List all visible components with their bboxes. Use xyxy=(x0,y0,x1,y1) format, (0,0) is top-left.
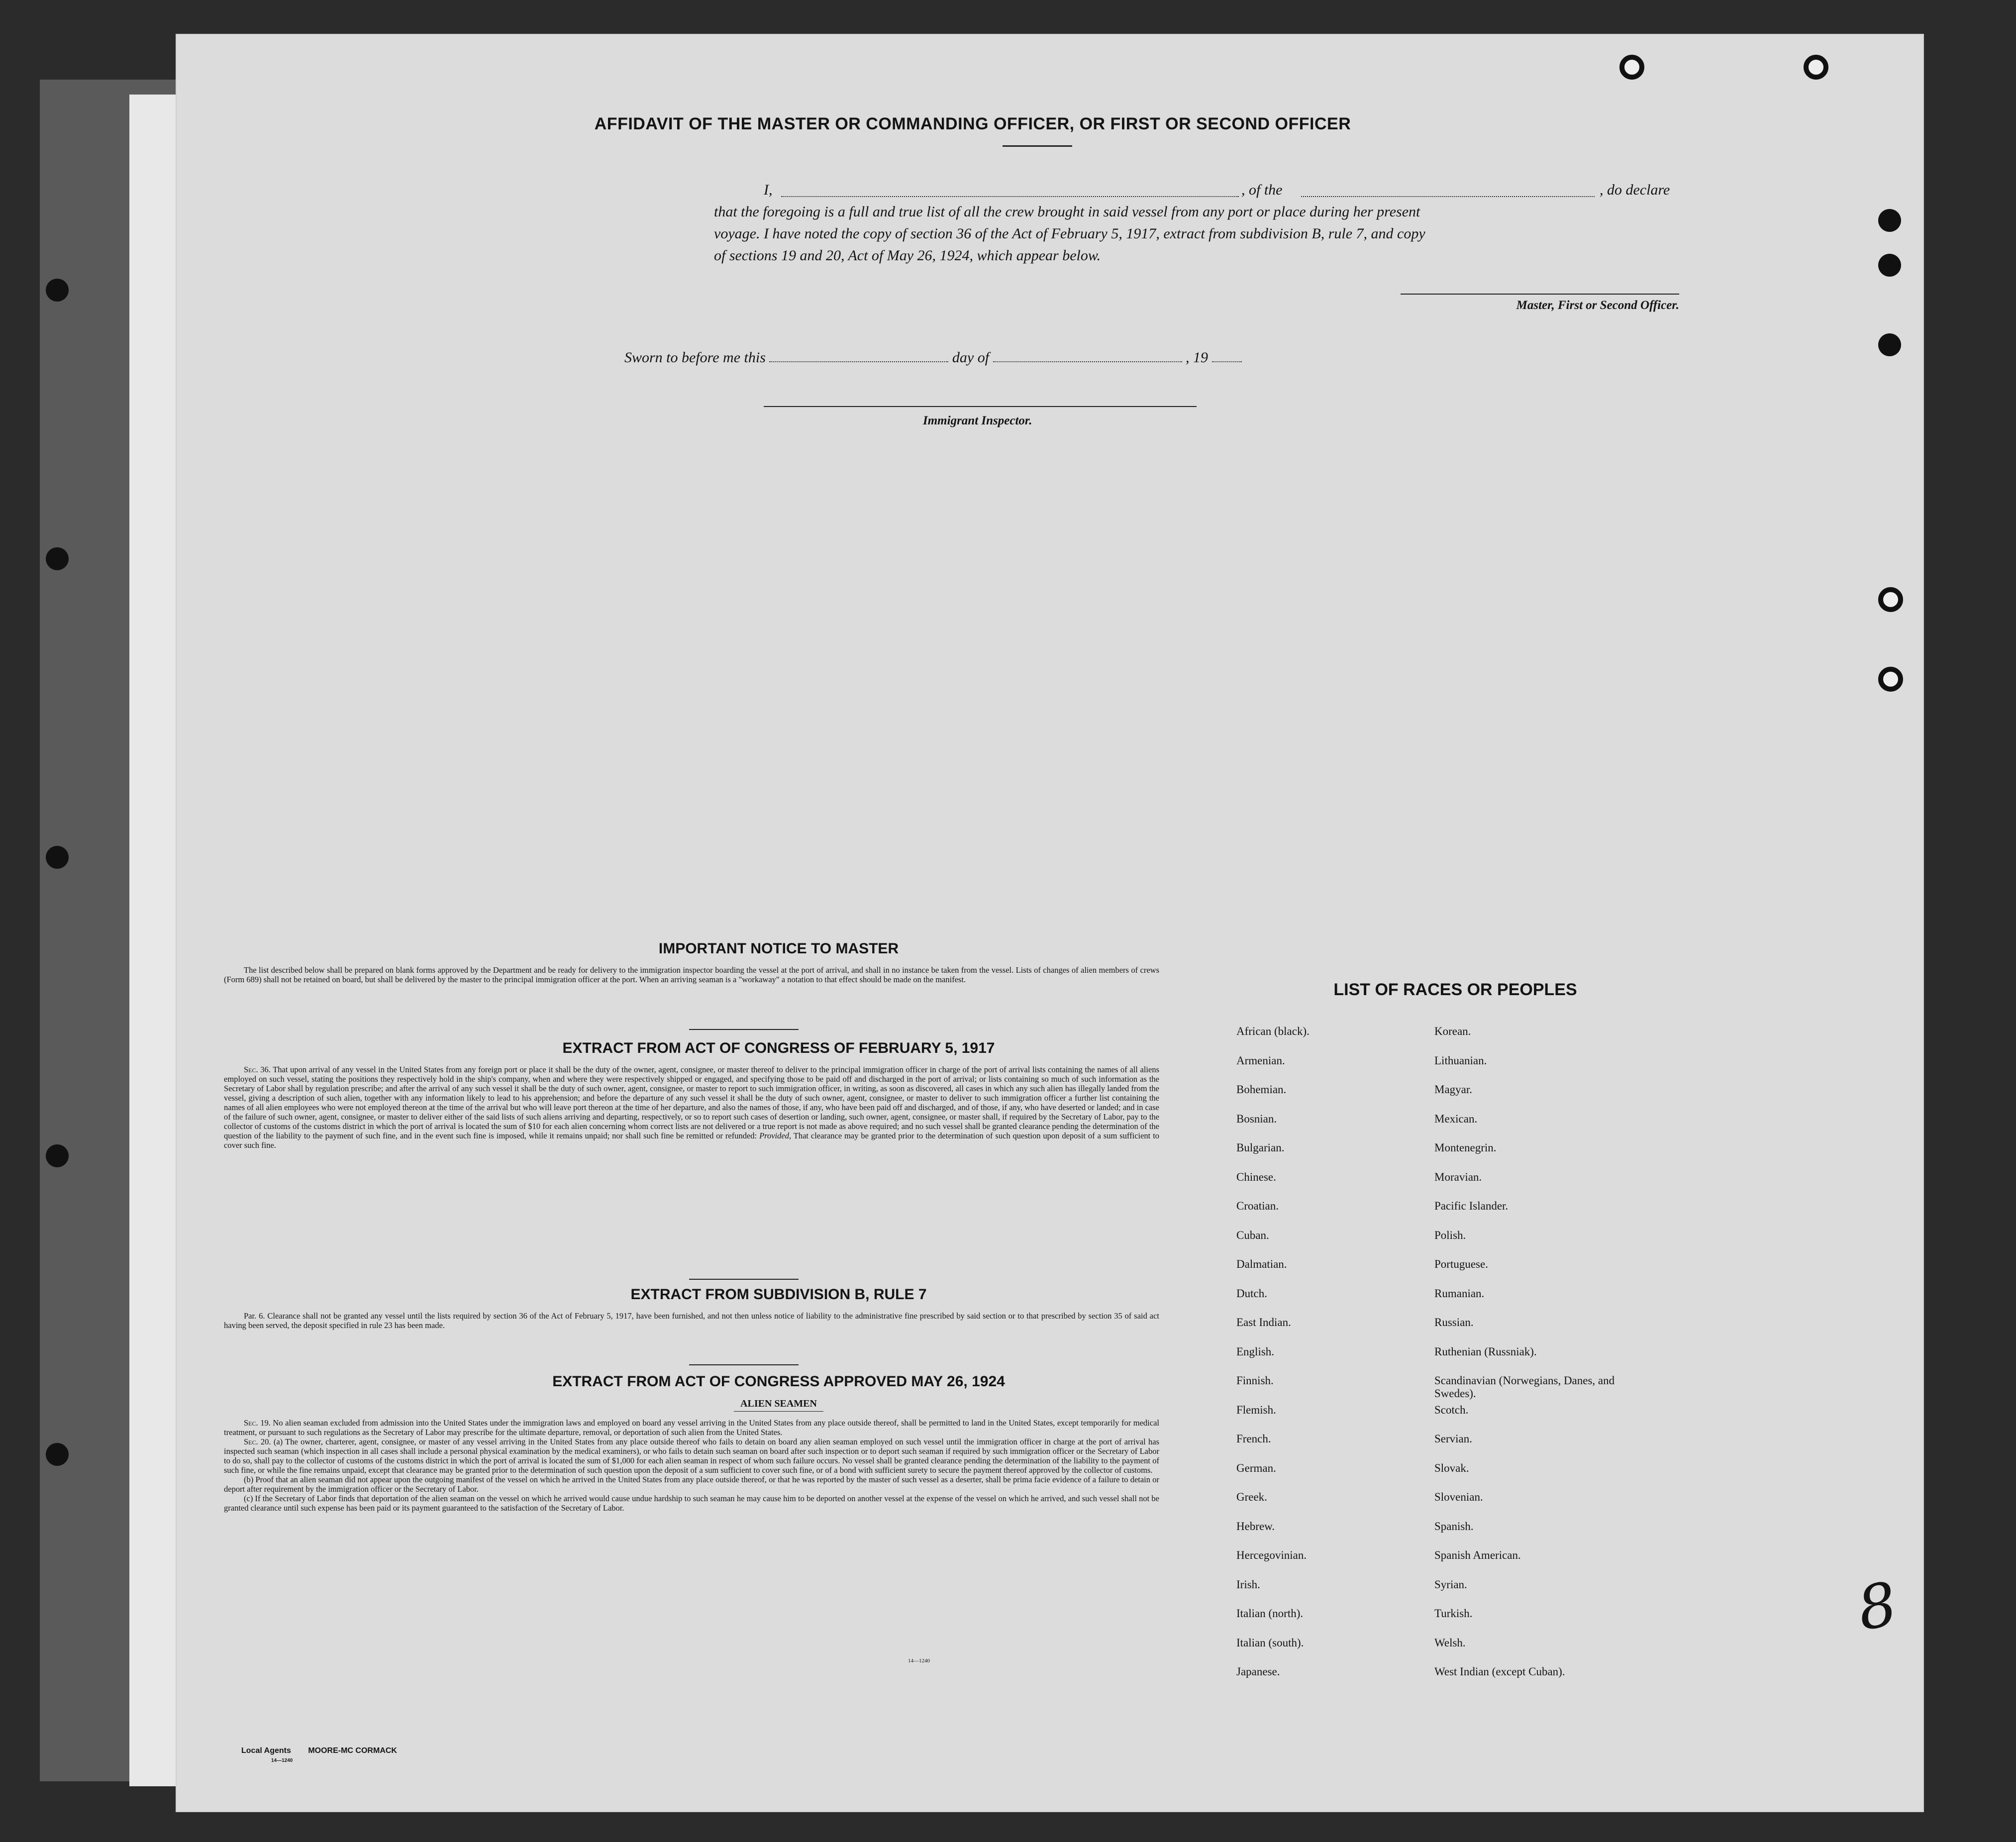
race-item: Italian (south). xyxy=(1236,1636,1304,1649)
race-item: Dutch. xyxy=(1236,1287,1267,1300)
race-item: Korean. xyxy=(1434,1025,1471,1037)
race-item: Polish. xyxy=(1434,1228,1466,1241)
affidavit-line-1 xyxy=(585,179,1719,201)
punch-hole xyxy=(1878,254,1901,277)
local-agents-form: 14—1240 xyxy=(271,1758,293,1763)
race-item: Hebrew. xyxy=(1236,1520,1275,1533)
race-item: Spanish. xyxy=(1434,1520,1474,1533)
race-item: French. xyxy=(1236,1433,1271,1445)
sworn-day-of: day of xyxy=(952,349,990,366)
race-item: Moravian. xyxy=(1434,1170,1482,1183)
section-rule xyxy=(689,1029,799,1030)
race-item: Spanish American. xyxy=(1434,1549,1521,1561)
race-item: Italian (north). xyxy=(1236,1607,1304,1620)
extract-rule7-heading: EXTRACT FROM SUBDIVISION B, RULE 7 xyxy=(630,1286,927,1303)
race-item: Bulgarian. xyxy=(1236,1141,1285,1154)
race-item: Turkish. xyxy=(1434,1607,1473,1620)
race-item: Croatian. xyxy=(1236,1200,1279,1212)
races-right-column xyxy=(1434,1025,1643,1695)
affidavit-title: AFFIDAVIT OF THE MASTER OR COMMANDING OFFICER, OR FIRST OR SECOND OFFICER xyxy=(594,114,1351,133)
sworn-year: , 19 xyxy=(1186,349,1209,366)
local-agents-label: Local Agents xyxy=(241,1746,291,1755)
race-item: Slovenian. xyxy=(1434,1491,1483,1503)
race-item: Dalmatian. xyxy=(1236,1258,1287,1270)
rule7-paragraph: Par. 6. Clearance shall not be granted any vessel until the lists required by section 36 of the Act of February 5, 1917, have been furnished, and not then unless notice of liability to the administrative fine prescribed by said section or to that prescribed by section 35 of said act having been served, the deposit specified in rule 23 has been made. xyxy=(224,1311,1159,1330)
proviso-label: Provided, xyxy=(759,1131,792,1140)
extract-1924-heading: EXTRACT FROM ACT OF CONGRESS APPROVED MAY 26, 1924 xyxy=(552,1373,1005,1390)
sec19-text: No alien seaman excluded from admission into the United States under the immigration laws and employed on board any vessel arriving in the United States from any place outside thereof, shall be permitted to land in the United States, except temporarily for medical treatment, or pursuant to such regulations as the Secretary of Labor may prescribe for the ultimate departure, removal, or deportation of such alien from the United States. xyxy=(224,1418,1159,1437)
race-item: Pacific Islander. xyxy=(1434,1200,1509,1212)
section-rule xyxy=(689,1279,799,1280)
race-item: Lithuanian. xyxy=(1434,1054,1487,1067)
vessel-blank xyxy=(1301,183,1595,197)
punch-hole xyxy=(1878,209,1901,232)
signature-caption: Master, First or Second Officer. xyxy=(1516,299,1679,312)
sec36-label: Sec. 36. xyxy=(244,1065,271,1074)
sec19-label: Sec. 19. xyxy=(244,1418,271,1428)
punch-hole xyxy=(46,846,69,869)
affidavit-line-4: of sections 19 and 20, Act of May 26, 1924, which appear below. xyxy=(714,247,1101,264)
race-item: Scandinavian (Norwegians, Danes, and Swedes). xyxy=(1434,1374,1615,1400)
extract-1917-text xyxy=(224,1065,1159,1150)
sec20c-text: (c) If the Secretary of Labor finds that deportation of the alien seaman on the vessel on which he arrived would cause undue hardship to such seaman he may cause him to be deported on another vessel at the expense of the vessel on which he arrived, and such vessel shall not be granted clearance until such expense has been paid or its payment guaranteed to the satisfaction of the Secretary of Labor. xyxy=(224,1494,1159,1513)
sworn-month-blank xyxy=(993,348,1182,362)
affidavit-do-declare: , do declare xyxy=(1600,182,1670,198)
race-item: Cuban. xyxy=(1236,1228,1269,1241)
race-item: Rumanian. xyxy=(1434,1287,1485,1300)
punch-hole xyxy=(1878,587,1903,612)
race-item: Mexican. xyxy=(1434,1112,1478,1125)
race-item: Irish. xyxy=(1236,1578,1260,1591)
race-item: Bohemian. xyxy=(1236,1083,1287,1096)
extract-1917-heading: EXTRACT FROM ACT OF CONGRESS OF FEBRUARY 5, 1917 xyxy=(562,1040,995,1056)
race-item: Portuguese. xyxy=(1434,1258,1488,1270)
sec20b-text: (b) Proof that an alien seaman did not appear upon the outgoing manifest of the vessel on which he arrived in the United States from any place outside thereof, or that he was reported by the master of such vessel as a deserter, shall be prima facie evidence of a failure to detain or deport after requirement by the immigration officer or the Secretary of Labor. xyxy=(224,1475,1159,1494)
races-heading: LIST OF RACES OR PEOPLES xyxy=(1333,980,1577,999)
affidavit-i: I, xyxy=(764,182,773,198)
punch-hole xyxy=(1619,55,1644,80)
local-agents xyxy=(241,1746,397,1765)
subheading-rule xyxy=(734,1411,823,1412)
race-item: Finnish. xyxy=(1236,1374,1274,1387)
sworn-year-blank xyxy=(1212,348,1242,362)
race-item: Bosnian. xyxy=(1236,1112,1277,1125)
race-item: Armenian. xyxy=(1236,1054,1285,1067)
race-item: Welsh. xyxy=(1434,1636,1466,1649)
affidavit-line-2: that the foregoing is a full and true list of all the crew brought in said vessel from any port or place during her present xyxy=(714,204,1420,220)
bleed-through-text xyxy=(1022,274,1029,287)
notice-text xyxy=(224,965,1159,984)
sec36-text: That upon arrival of any vessel in the United States from any foreign port or place it shall be the duty of the owner, agent, consignee, or master thereof to deliver to the principal immigration officer in charge of the port of arrival lists containing the names of all aliens employed on such vessel, stating the positions they respectively hold in the ship's company, when and where they were respectively shipped or engaged, and specifying those to be paid off and discharged in the port of arrival; or lists containing so much of such information as the Secretary of Labor shall by regulation prescribe; and after the arrival of any such vessel it shall be the duty of such owner, agent, consignee, or master to report to such immigration officer, in writing, as soon as discovered, all cases in which any such alien has illegally landed from the vessel, giving a description of such alien, together with any information likely to lead to his apprehension; and before the departure of any such vessel it shall be the duty of such owner, agent, consignee, or master to deliver to such immigration officer a further list containing the names of all alien employees who were not employed thereon at the time of the arrival but who will leave port thereon at the time of her departure, and also the names of those, if any, who have been paid off and discharged, and of those, if any, who have deserted or landed; and in case of the failure of such owner, agent, consignee, or master to deliver either of the said lists of such aliens arriving and departing, respectively, or so to report such cases of desertion or landing, such owner, agent, consignee, or master shall, if required by the Secretary of Labor, pay to the collector of customs of the customs district in which the port of arrival is located the sum of $10 for each alien concerning whom correct lists are not delivered or a true report is not made as above required; and no such vessel shall be granted clearance pending the determination of the question of the liability to the payment of such fine, and in the event such fine is imposed, while it remains unpaid; nor shall such fine be remitted or refunded: xyxy=(224,1065,1159,1140)
race-item: East Indian. xyxy=(1236,1316,1291,1329)
extract-1924-text xyxy=(224,1418,1159,1513)
sworn-line xyxy=(624,348,1242,366)
races-left-column xyxy=(1236,1025,1425,1695)
sworn-text: Sworn to before me this xyxy=(624,349,766,366)
title-rule xyxy=(1003,145,1072,147)
local-agents-name: MOORE-MC CORMACK xyxy=(308,1746,397,1755)
sec20-label: Sec. 20. xyxy=(244,1437,271,1446)
race-item: Montenegrin. xyxy=(1434,1141,1497,1154)
race-item: Ruthenian (Russniak). xyxy=(1434,1345,1537,1358)
race-item: Hercegovinian. xyxy=(1236,1549,1307,1561)
race-item: Greek. xyxy=(1236,1491,1267,1503)
race-item: Scotch. xyxy=(1434,1403,1469,1416)
handwritten-mark: 8 xyxy=(1852,1569,1902,1644)
affidavit-text xyxy=(585,179,1719,267)
proviso-text: That clearance may be granted prior to the determination of such question upon deposit of a sum sufficient to cover such fine. xyxy=(224,1131,1160,1150)
punch-hole xyxy=(1878,667,1903,692)
punch-hole xyxy=(1878,333,1901,356)
punch-hole xyxy=(46,1443,69,1466)
race-item: Flemish. xyxy=(1236,1403,1276,1416)
race-item: German. xyxy=(1236,1461,1276,1474)
punch-hole xyxy=(1804,55,1828,80)
sec20a-text: (a) The owner, charterer, agent, consignee, or master of any vessel arriving in the United States from any place outside thereof who fails to detain on board any alien seaman employed on such vessel until the immigration officer in charge at the port of arrival has inspected such seaman (which inspection in all cases shall include a personal physical examination by the medical examiners), or who fails to detain such seaman on board after such inspection or to deport such seaman if required by such immigration officer or the Secretary of Labor to do so, shall pay to the collector of customs of the customs district in which the port of arrival is located the sum of $1,000 for each alien seaman in respect of whom such failure occurs. No vessel shall be granted clearance pending the determination of the liability to the payment of such fine, or while the fine remains unpaid, except that clearance may be granted prior to the determination of such question upon the deposit of a sum sufficient to cover such fine, or of a bond with sufficient surety to secure the payment thereof approved by the collector of customs. xyxy=(224,1437,1159,1475)
race-item: Japanese. xyxy=(1236,1665,1280,1678)
race-item: Syrian. xyxy=(1434,1578,1467,1591)
race-item: Chinese. xyxy=(1236,1170,1276,1183)
section-rule xyxy=(689,1364,799,1365)
affidavit-of-the: , of the xyxy=(1241,182,1283,198)
inspector-line xyxy=(764,406,1197,407)
extract-rule7-text xyxy=(224,1311,1159,1330)
sworn-day-blank xyxy=(769,348,948,362)
race-item: Magyar. xyxy=(1434,1083,1473,1096)
affidavit-line-3: voyage. I have noted the copy of section 36 of the Act of February 5, 1917, extract from subdivision B, rule 7, and copy xyxy=(714,225,1425,242)
notice-heading: IMPORTANT NOTICE TO MASTER xyxy=(658,940,899,957)
signature-line xyxy=(1401,294,1679,295)
race-item: Russian. xyxy=(1434,1316,1474,1329)
punch-hole xyxy=(46,279,69,302)
race-item: African (black). xyxy=(1236,1025,1310,1037)
form-number: 14—1240 xyxy=(908,1658,930,1664)
punch-hole xyxy=(46,547,69,570)
punch-hole xyxy=(46,1144,69,1167)
notice-paragraph: The list described below shall be prepared on blank forms approved by the Department and be ready for delivery to the immigration inspector boarding the vessel at the port of arrival, and shall in no instance be taken from the vessel. Lists of changes of alien members of crews (Form 689) shall not be retained on board, but shall be delivered by the master to the principal immigration officer at the port. When an arriving seaman is a "workaway" a notation to that effect should be made on the manifest. xyxy=(224,965,1159,984)
race-item: West Indian (except Cuban). xyxy=(1434,1665,1565,1678)
manifest-sheet xyxy=(177,35,1923,1811)
race-item: Servian. xyxy=(1434,1433,1473,1445)
inspector-caption: Immigrant Inspector. xyxy=(923,414,1032,427)
name-blank xyxy=(781,183,1239,197)
race-item: English. xyxy=(1236,1345,1275,1358)
alien-seamen-subheading: ALIEN SEAMEN xyxy=(740,1398,817,1409)
race-item: Slovak. xyxy=(1434,1461,1469,1474)
